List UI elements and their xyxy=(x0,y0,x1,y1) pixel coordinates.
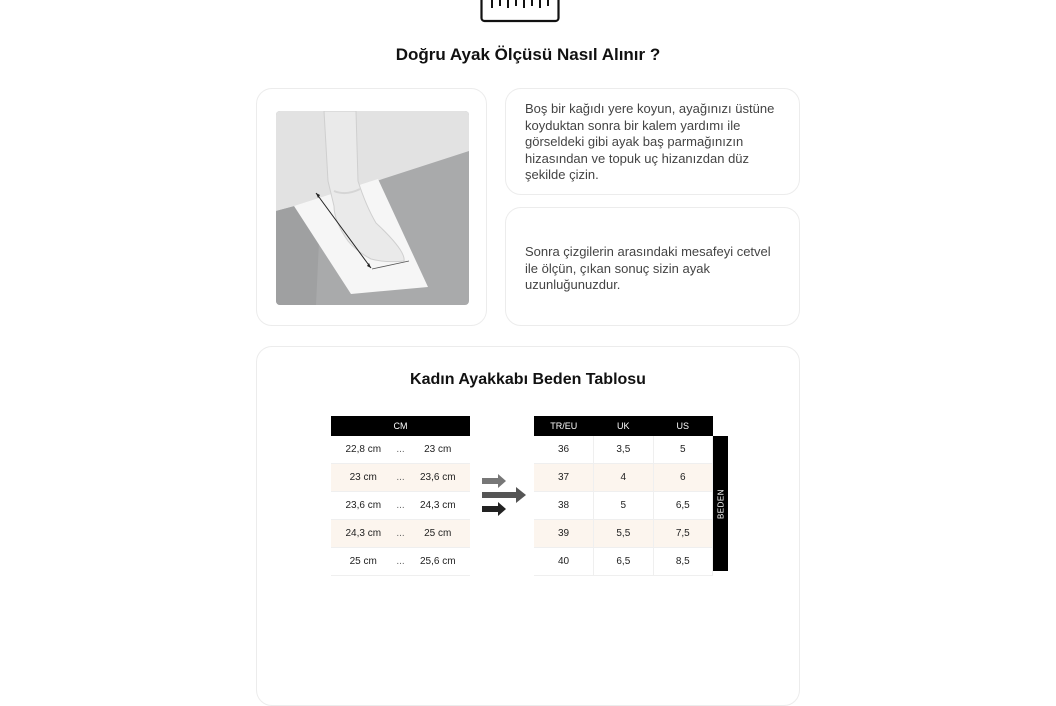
cm-to: 23,6 cm xyxy=(406,464,471,492)
size-tr-eu: 39 xyxy=(534,520,594,548)
col-header-us: US xyxy=(653,416,712,436)
size-table xyxy=(534,416,713,576)
instruction-step2-text: Sonra çizgilerin arasındaki mesafeyi cetvel ile ölçün, çıkan sonuç sizin ayak uzunluğunuzdur. xyxy=(525,244,771,292)
cm-table xyxy=(331,416,470,576)
foot-measure-image-card xyxy=(256,88,487,326)
table-row xyxy=(331,520,470,548)
size-side-bar xyxy=(713,436,728,571)
cm-separator: ... xyxy=(396,436,406,464)
col-header-uk: UK xyxy=(594,416,653,436)
size-side-label: BEDEN xyxy=(716,488,725,519)
instruction-step1-text: Boş bir kağıdı yere koyun, ayağınızı üstüne koyduktan sonra bir kalem yardımı ile görseldeki gibi ayak baş parmağınızın hizasından ve topuk uç hizanızdan düz şekilde çizin. xyxy=(525,101,775,182)
size-us: 6 xyxy=(653,464,712,492)
size-uk: 4 xyxy=(594,464,653,492)
size-tr-eu: 36 xyxy=(534,436,594,464)
cm-separator: ... xyxy=(396,548,406,576)
foot-measure-photo xyxy=(276,111,469,305)
size-us: 5 xyxy=(653,436,712,464)
cm-header: CM xyxy=(331,416,470,436)
table-row xyxy=(331,436,470,464)
cm-to: 25,6 cm xyxy=(406,548,471,576)
table-row xyxy=(331,464,470,492)
size-uk: 5,5 xyxy=(594,520,653,548)
size-tr-eu: 40 xyxy=(534,548,594,576)
size-uk: 3,5 xyxy=(594,436,653,464)
table-row xyxy=(534,464,713,492)
table-row xyxy=(331,492,470,520)
page-title: Doğru Ayak Ölçüsü Nasıl Alınır ? xyxy=(395,45,661,64)
cm-from: 23 cm xyxy=(331,464,396,492)
table-row xyxy=(534,492,713,520)
table-row xyxy=(534,520,713,548)
cm-to: 24,3 cm xyxy=(406,492,471,520)
cm-to: 25 cm xyxy=(406,520,471,548)
table-row xyxy=(534,436,713,464)
size-us: 7,5 xyxy=(653,520,712,548)
instruction-card-step2 xyxy=(505,207,800,326)
cm-separator: ... xyxy=(396,520,406,548)
cm-separator: ... xyxy=(396,492,406,520)
size-tr-eu: 38 xyxy=(534,492,594,520)
size-tr-eu: 37 xyxy=(534,464,594,492)
table-row xyxy=(331,548,470,576)
cm-from: 25 cm xyxy=(331,548,396,576)
size-us: 8,5 xyxy=(653,548,712,576)
size-chart-title: Kadın Ayakkabı Beden Tablosu xyxy=(410,371,646,388)
cm-from: 24,3 cm xyxy=(331,520,396,548)
cm-separator: ... xyxy=(396,464,406,492)
table-row xyxy=(534,548,713,576)
arrow-right-icon xyxy=(480,474,530,519)
cm-from: 23,6 cm xyxy=(331,492,396,520)
size-chart-card xyxy=(256,346,800,706)
size-uk: 5 xyxy=(594,492,653,520)
col-header-tr-eu: TR/EU xyxy=(534,416,594,436)
ruler-icon xyxy=(480,0,560,24)
cm-to: 23 cm xyxy=(406,436,471,464)
size-uk: 6,5 xyxy=(594,548,653,576)
size-us: 6,5 xyxy=(653,492,712,520)
instruction-card-step1 xyxy=(505,88,800,195)
cm-from: 22,8 cm xyxy=(331,436,396,464)
